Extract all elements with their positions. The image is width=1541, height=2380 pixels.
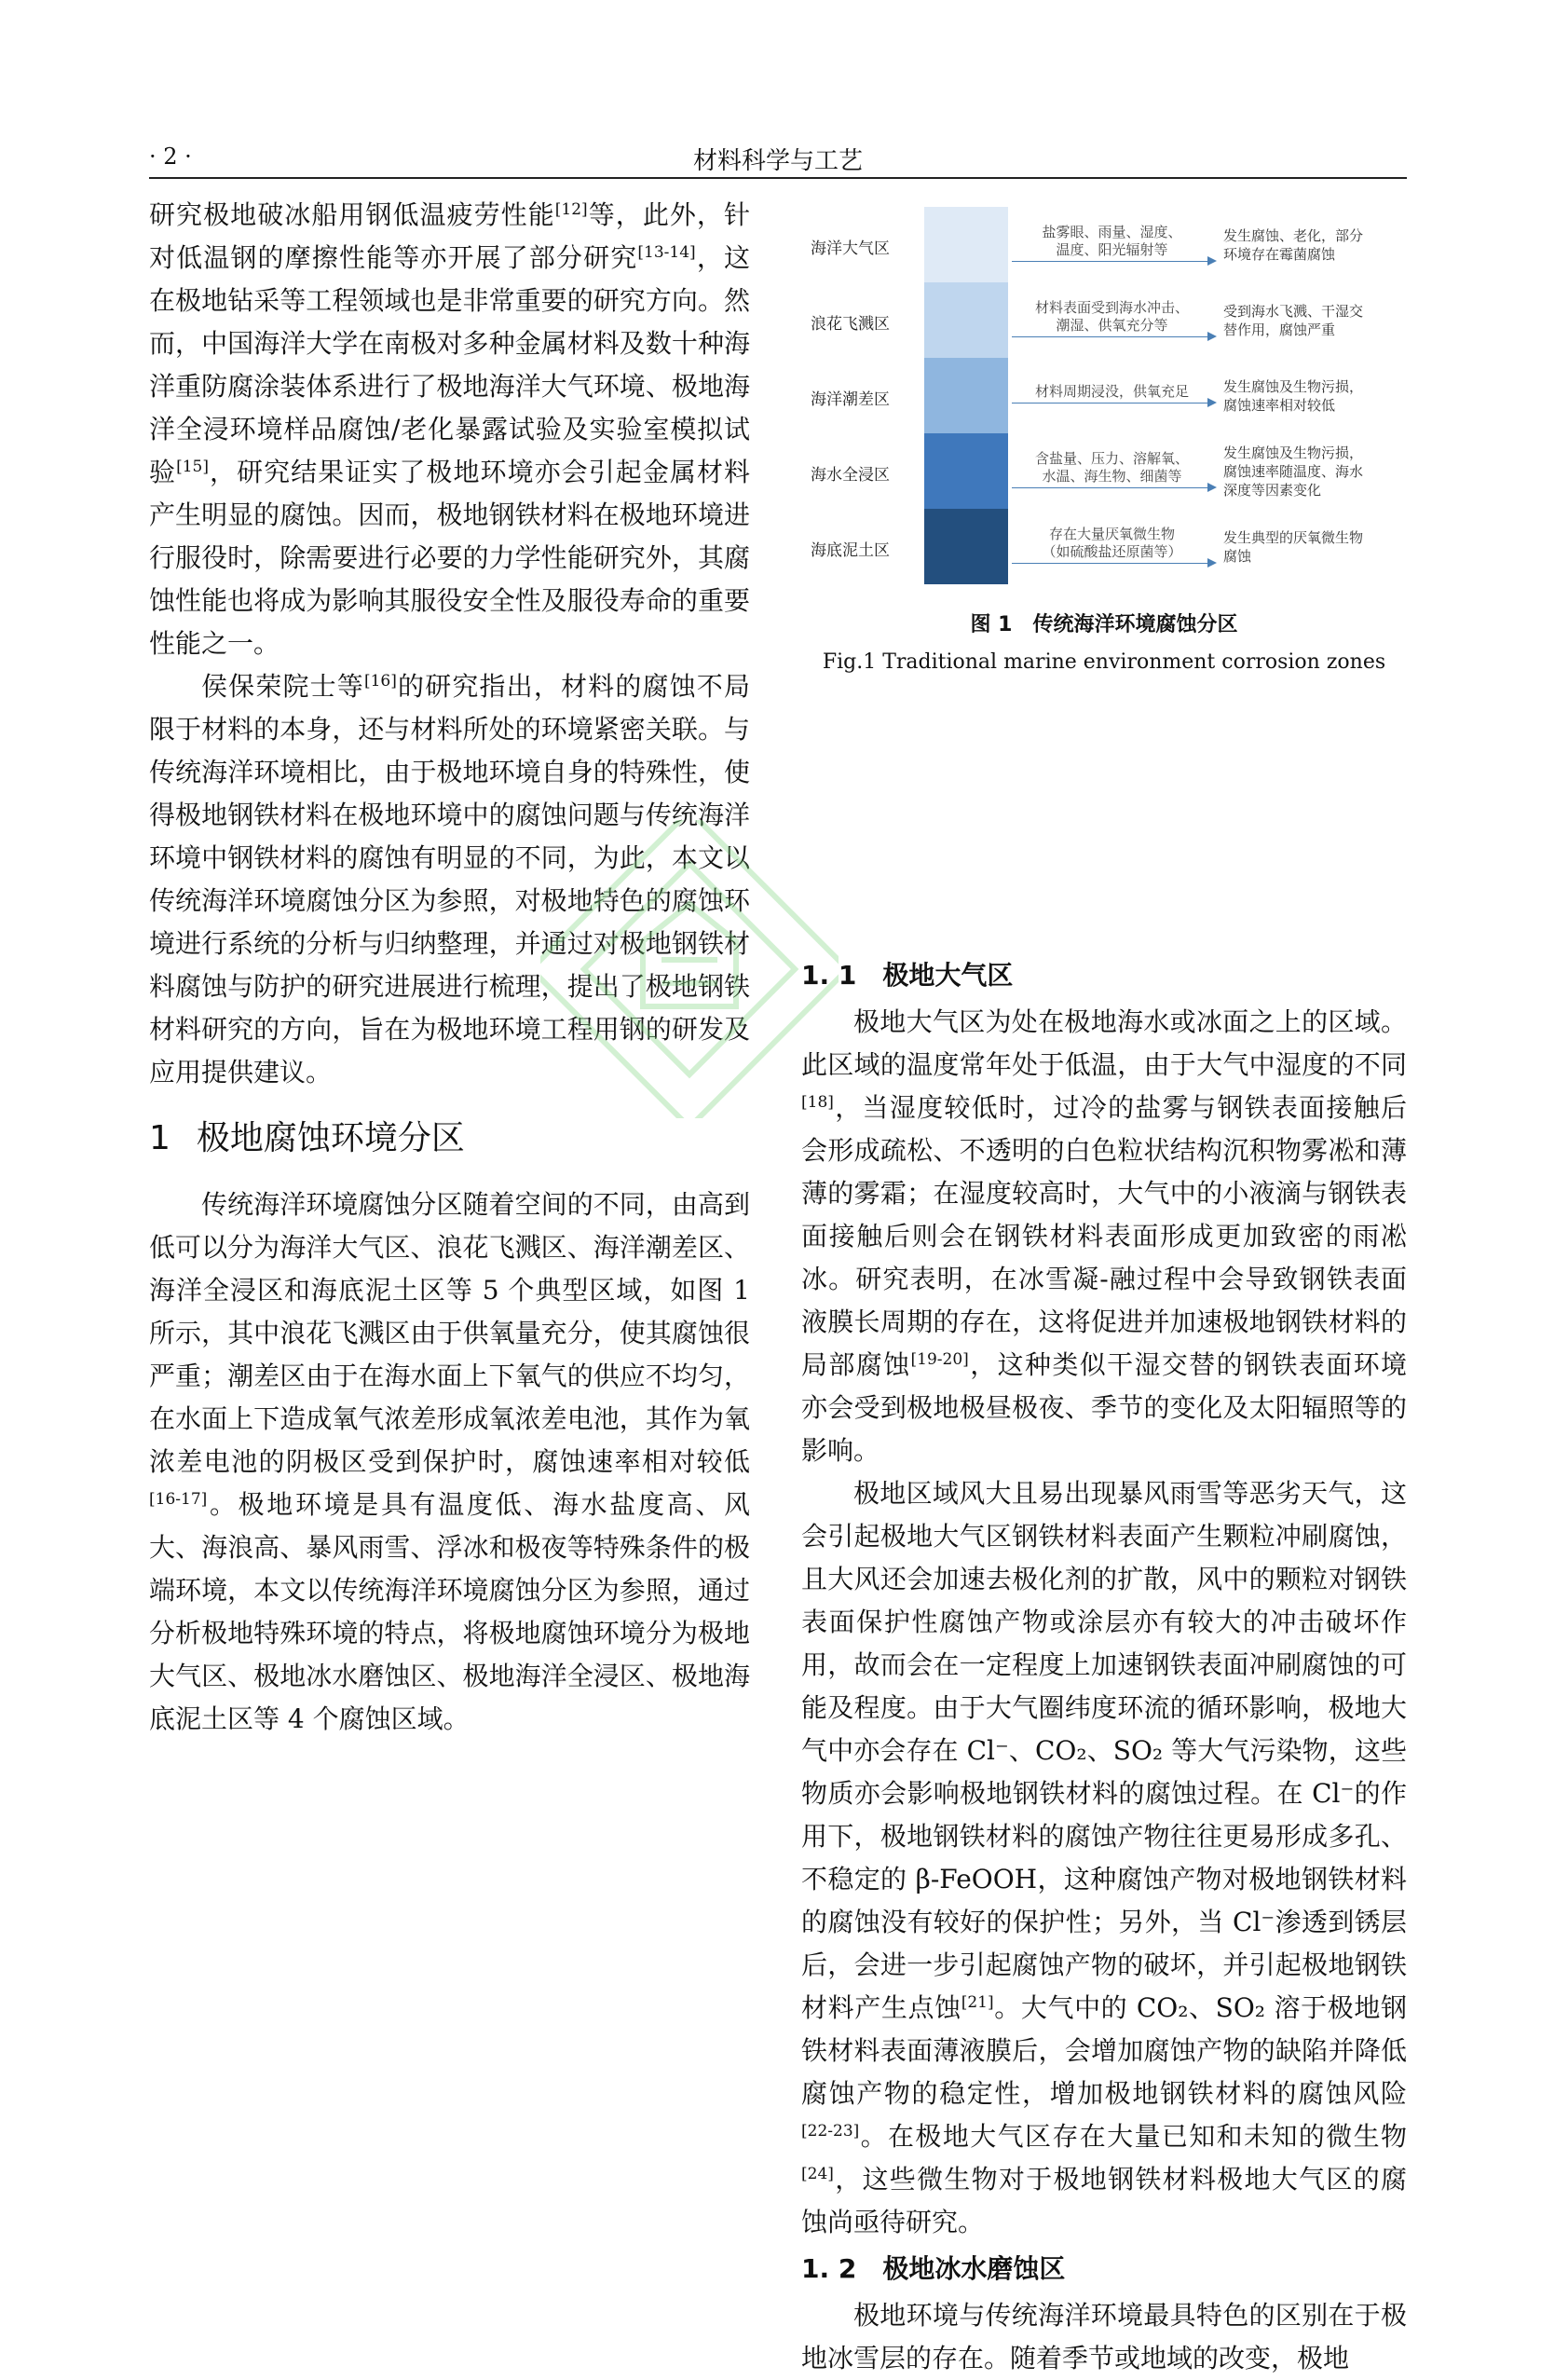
zone-effect-line: 环境存在霉菌腐蚀: [1223, 245, 1336, 263]
zone-effect: [1223, 302, 1410, 339]
paragraph-5: 极地区域风大且易出现暴风雨雪等恶劣天气，这会引起极地大气区钢铁材料表面产生颗粒冲刷腐蚀，且大风还会加速去极化剂的扩散，风中的颗粒对钢铁表面保护性腐蚀产物或涂层亦有较大的冲击破坏作用，故而会在一定程度上加速钢铁表面冲刷腐蚀的可能及程度。由于大气圈纬度环流的循环影响，极地大气中亦会存在 Cl⁻、CO₂、SO₂ 等大气污染物，这些物质亦会影响极地钢铁材料的腐蚀过程。在 Cl⁻的作用下，极地钢铁材料的腐蚀产物往往更易形成多孔、不稳定的 β-FeOOH，这种腐蚀产物对极地钢铁材料的腐蚀没有较好的保护性；另外，当 Cl⁻渗透到锈层后，会进一步引起腐蚀产物的破坏，并引起极地钢铁材料产生点蚀[21]。大气中的 CO₂、SO₂ 溶于极地钢铁材料表面薄液膜后，会增加腐蚀产物的缺陷并降低腐蚀产物的稳定性，增加极地钢铁材料的腐蚀风险[22-23]。在极地大气区存在大量已知和未知的微生物[24]，这些微生物对于极地钢铁材料极地大气区的腐蚀尚亟待研究。: [801, 1478, 1407, 2237]
arrow-head-icon: [1207, 558, 1217, 568]
section-1-heading: [149, 1111, 750, 1167]
page-header: [149, 140, 1407, 179]
zone-factors: [1012, 383, 1212, 401]
zone-label: 海洋大气区: [811, 239, 890, 258]
zone-factor-line: 温度、阳光辐射等: [1056, 240, 1168, 258]
zone-effect-line: 受到海水飞溅、干湿交: [1223, 302, 1364, 320]
zone-factor-line: 水温、海生物、细菌等: [1042, 467, 1182, 485]
zone-effect: [1223, 377, 1410, 415]
zone-effect-line: 腐蚀速率相对较低: [1223, 396, 1336, 414]
zone-effect-line: 替作用，腐蚀严重: [1223, 321, 1336, 338]
zone-arrow-line: [1012, 261, 1207, 262]
zone-factors: [1012, 224, 1212, 259]
zone-effect: [1223, 528, 1410, 566]
zone-effect: [1223, 444, 1410, 499]
zone-arrow-line: [1012, 563, 1207, 564]
zone-color-bar: [924, 207, 1008, 282]
watermark-logo: [540, 820, 839, 1118]
zone-label: 海洋潮差区: [811, 390, 890, 409]
zone-arrow-line: [1012, 487, 1207, 488]
figure-caption-en: Fig.1 Traditional marine environment corrosion zones: [822, 650, 1386, 674]
arrow-head-icon: [1207, 332, 1217, 341]
zone-factors: [1012, 526, 1212, 561]
zone-label: 海底泥土区: [811, 540, 890, 560]
zone-color-bar: [924, 509, 1008, 584]
zone-effect-line: 发生腐蚀、老化，部分: [1223, 226, 1364, 244]
zone-effect-line: 发生典型的厌氧微生物: [1223, 528, 1364, 546]
zone-label: 海水全浸区: [811, 465, 890, 485]
zone-effect-line: 发生腐蚀及生物污损，: [1223, 377, 1364, 395]
zone-factors: [1012, 299, 1212, 335]
zone-factor-line: 材料周期浸没，供氧充足: [1034, 383, 1189, 400]
subsection-1-2-heading: 1. 2 极地冰水磨蚀区: [801, 2253, 1066, 2284]
paragraph-1: 研究极地破冰船用钢低温疲劳性能[12]等，此外，针对低温钢的摩擦性能等亦开展了部分研究[13-14]，这在极地钻采等工程领域也是非常重要的研究方向。然而，中国海洋大学在南极对多种金属材料及数十种海洋重防腐涂装体系进行了极地海洋大气环境、极地海洋全浸环境样品腐蚀/老化暴露试验及实验室模拟试验[15]，研究结果证实了极地环境亦会引起金属材料产生明显的腐蚀。因而，极地钢铁材料在极地环境进行服役时，除需要进行必要的力学性能研究外，其腐蚀性能也将成为影响其服役安全性及服役寿命的重要性能之一。: [149, 199, 750, 659]
zone-factor-line: 材料表面受到海水冲击、: [1034, 298, 1189, 316]
zone-effect-line: 腐蚀速率随温度、海水: [1223, 462, 1364, 480]
zone-arrow-line: [1012, 336, 1207, 337]
zone-effect-line: 发生腐蚀及生物污损，: [1223, 444, 1364, 461]
figure-caption-cn: 图 1 传统海洋环境腐蚀分区: [970, 613, 1238, 636]
page-number: · 2 ·: [149, 144, 192, 170]
zone-factor-line: （如硫酸盐还原菌等）: [1042, 542, 1182, 560]
zone-effect-line: 腐蚀: [1223, 547, 1252, 565]
zone-factor-line: 含盐量、压力、溶解氧、: [1034, 449, 1189, 467]
zone-label: 浪花飞溅区: [811, 314, 890, 334]
paragraph-4: 极地大气区为处在极地海水或冰面之上的区域。此区域的温度常年处于低温，由于大气中湿度的不同[18]，当湿度较低时，过冷的盐雾与钢铁表面接触后会形成疏松、不透明的白色粒状结构沉积物雾凇和薄薄的雾霜；在湿度较高时，大气中的小液滴与钢铁表面接触后则会在钢铁材料表面形成更加致密的雨凇冰。研究表明，在冰雪凝-融过程中会导致钢铁表面液膜长周期的存在，这将促进并加速极地钢铁材料的局部腐蚀[19-20]，这种类似干湿交替的钢铁表面环境亦会受到极地极昼极夜、季节的变化及太阳辐照等的影响。: [801, 1006, 1407, 1466]
arrow-head-icon: [1207, 256, 1217, 266]
arrow-head-icon: [1207, 398, 1217, 407]
figure-1: [801, 194, 1407, 753]
zone-effect-line: 深度等因素变化: [1223, 481, 1322, 499]
zone-factor-line: 盐雾眼、雨量、湿度、: [1042, 223, 1182, 240]
journal-title: 材料科学与工艺: [692, 147, 863, 175]
right-column: [801, 951, 1407, 2380]
subsection-1-1-heading: 1. 1 极地大气区: [801, 960, 1014, 991]
zone-effect: [1223, 226, 1410, 264]
paragraph-2: 侯保荣院士等[16]的研究指出，材料的腐蚀不局限于材料的本身，还与材料所处的环境紧密关联。与传统海洋环境相比，由于极地环境自身的特殊性，使得极地钢铁材料在极地环境中的腐蚀问题与传统海洋环境中钢铁材料的腐蚀有明显的不同，为此，本文以传统海洋环境腐蚀分区为参照，对极地特色的腐蚀环境进行系统的分析与归纳整理，并通过对极地钢铁材料腐蚀与防护的研究进展进行梳理，提出了极地钢铁材料研究的方向，旨在为极地环境工程用钢的研发及应用提供建议。: [149, 671, 750, 1087]
paragraph-6: 极地环境与传统海洋环境最具特色的区别在于极地冰雪层的存在。随着季节或地域的改变，极地: [801, 2300, 1407, 2373]
zone-factor-line: 存在大量厌氧微生物: [1048, 525, 1175, 542]
section-1-number: 1: [149, 1119, 170, 1157]
arrow-head-icon: [1207, 483, 1217, 492]
zone-factors: [1012, 450, 1212, 486]
paragraph-3: 传统海洋环境腐蚀分区随着空间的不同，由高到低可以分为海洋大气区、浪花飞溅区、海洋潮差区、海洋全浸区和海底泥土区等 5 个典型区域，如图 1 所示，其中浪花飞溅区由于供氧量充分，使其腐蚀很严重；潮差区由于在海水面上下氧气的供应不均匀，在水面上下造成氧气浓差形成氧浓差电池，其作为氧浓差电池的阴极区受到保护时，腐蚀速率相对较低[16-17]。极地环境是具有温度低、海水盐度高、风大、海浪高、暴风雨雪、浮冰和极夜等特殊条件的极端环境，本文以传统海洋环境腐蚀分区为参照，通过分析极地特殊环境的特点，将极地腐蚀环境分为极地大气区、极地冰水磨蚀区、极地海洋全浸区、极地海底泥土区等 4 个腐蚀区域。: [149, 1189, 750, 1734]
section-1-title: 极地腐蚀环境分区: [196, 1119, 465, 1157]
zone-factor-line: 潮湿、供氧充分等: [1056, 316, 1168, 334]
zone-color-bar: [924, 433, 1008, 509]
zone-arrow-line: [1012, 403, 1207, 404]
zone-color-bar: [924, 282, 1008, 358]
zone-color-bar: [924, 358, 1008, 433]
